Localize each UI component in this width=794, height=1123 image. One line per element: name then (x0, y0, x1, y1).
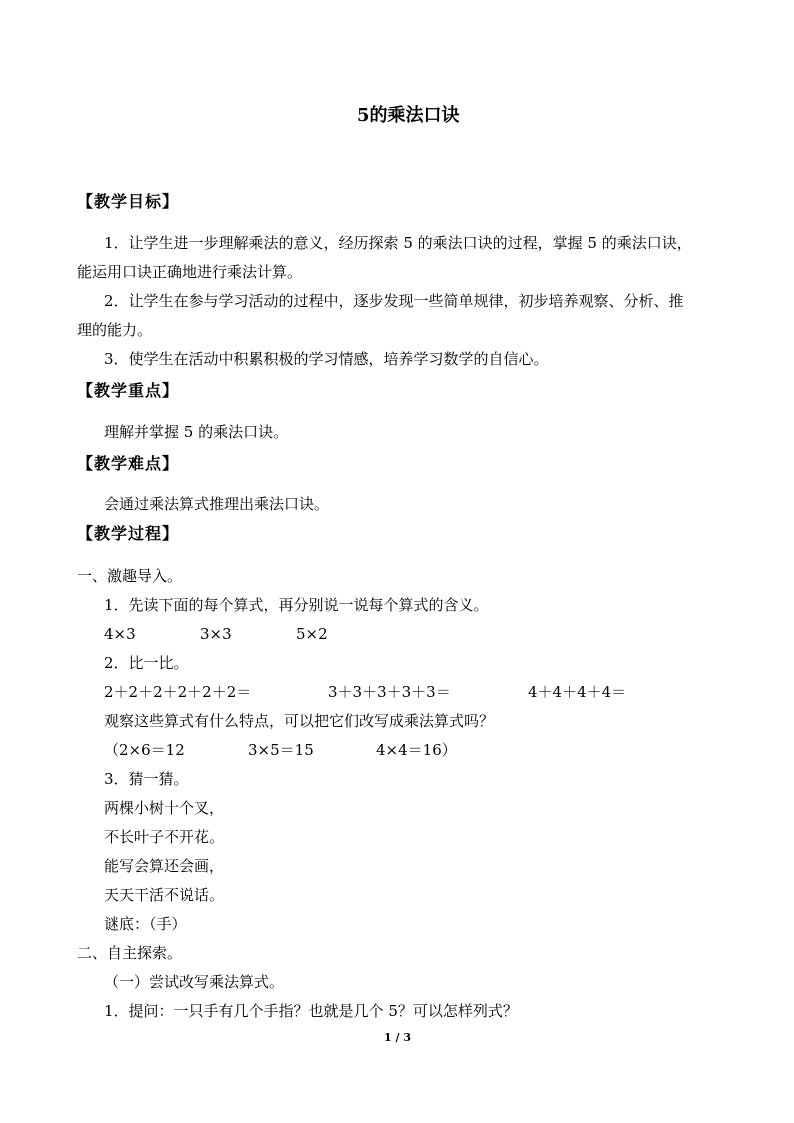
objective-1-line2: 能运用口诀正确地进行乘法计算。 (77, 263, 303, 281)
page-title: 5的乘法口诀 (357, 105, 460, 126)
difficulties-text: 会通过乘法算式推理出乘法口诀。 (104, 495, 330, 513)
riddle-line-3: 能写会算还会画， (104, 857, 225, 875)
answer-3x5: 3×5＝15 (248, 741, 314, 759)
heading-difficulties: 【教学难点】 (77, 454, 180, 473)
answer-4x4: 4×4＝16） (376, 741, 457, 759)
step2-text: 2．比一比。 (104, 654, 189, 672)
addition-expression-4: 4＋4＋4＋4＝ (528, 683, 627, 701)
step3-text: 3．猜一猜。 (104, 770, 189, 788)
expression-5x2: 5×2 (296, 625, 328, 643)
objective-3: 3．使学生在活动中积累积极的学习情感，培养学习数学的自信心。 (104, 350, 549, 368)
riddle-answer: 谜底：（手） (104, 915, 187, 933)
step1-text: 1．先读下面的每个算式，再分别说一说每个算式的含义。 (104, 596, 489, 614)
question-text: 观察这些算式有什么特点，可以把它们改写成乘法算式吗？ (104, 712, 495, 730)
part2-heading: 二、自主探索。 (77, 944, 183, 962)
answer-2x6: （2×6＝12 (104, 741, 185, 759)
expression-3x3: 3×3 (200, 625, 232, 643)
objective-2-line1: 2．让学生在参与学习活动的过程中，逐步发现一些简单规律，初步培养观察、分析、推 (104, 292, 684, 310)
riddle-line-2: 不长叶子不开花。 (104, 828, 225, 846)
page-number: 1 / 3 (384, 1031, 411, 1044)
key-points-text: 理解并掌握 5 的乘法口诀。 (104, 423, 289, 441)
addition-expression-3: 3＋3＋3＋3＋3＝ (328, 683, 451, 701)
riddle-line-4: 天天干活不说话。 (104, 886, 225, 904)
heading-key-points: 【教学重点】 (77, 381, 180, 400)
addition-expression-2: 2＋2＋2＋2＋2＋2＝ (104, 683, 252, 701)
riddle-line-1: 两棵小树十个叉， (104, 799, 225, 817)
part1-heading: 一、激趣导入。 (77, 567, 183, 585)
objective-1-line1: 1．让学生进一步理解乘法的意义，经历探索 5 的乘法口诀的过程，掌握 5 的乘法口诀， (104, 234, 692, 252)
objective-2-line2: 理的能力。 (77, 321, 153, 339)
sub-section-1-step1: 1．提问：一只手有几个手指？也就是几个 5？可以怎样列式？ (104, 1002, 518, 1020)
expression-4x3: 4×3 (104, 625, 136, 643)
sub-section-1: （一）尝试改写乘法算式。 (104, 973, 285, 991)
heading-process: 【教学过程】 (77, 524, 180, 543)
heading-objectives: 【教学目标】 (77, 192, 180, 211)
